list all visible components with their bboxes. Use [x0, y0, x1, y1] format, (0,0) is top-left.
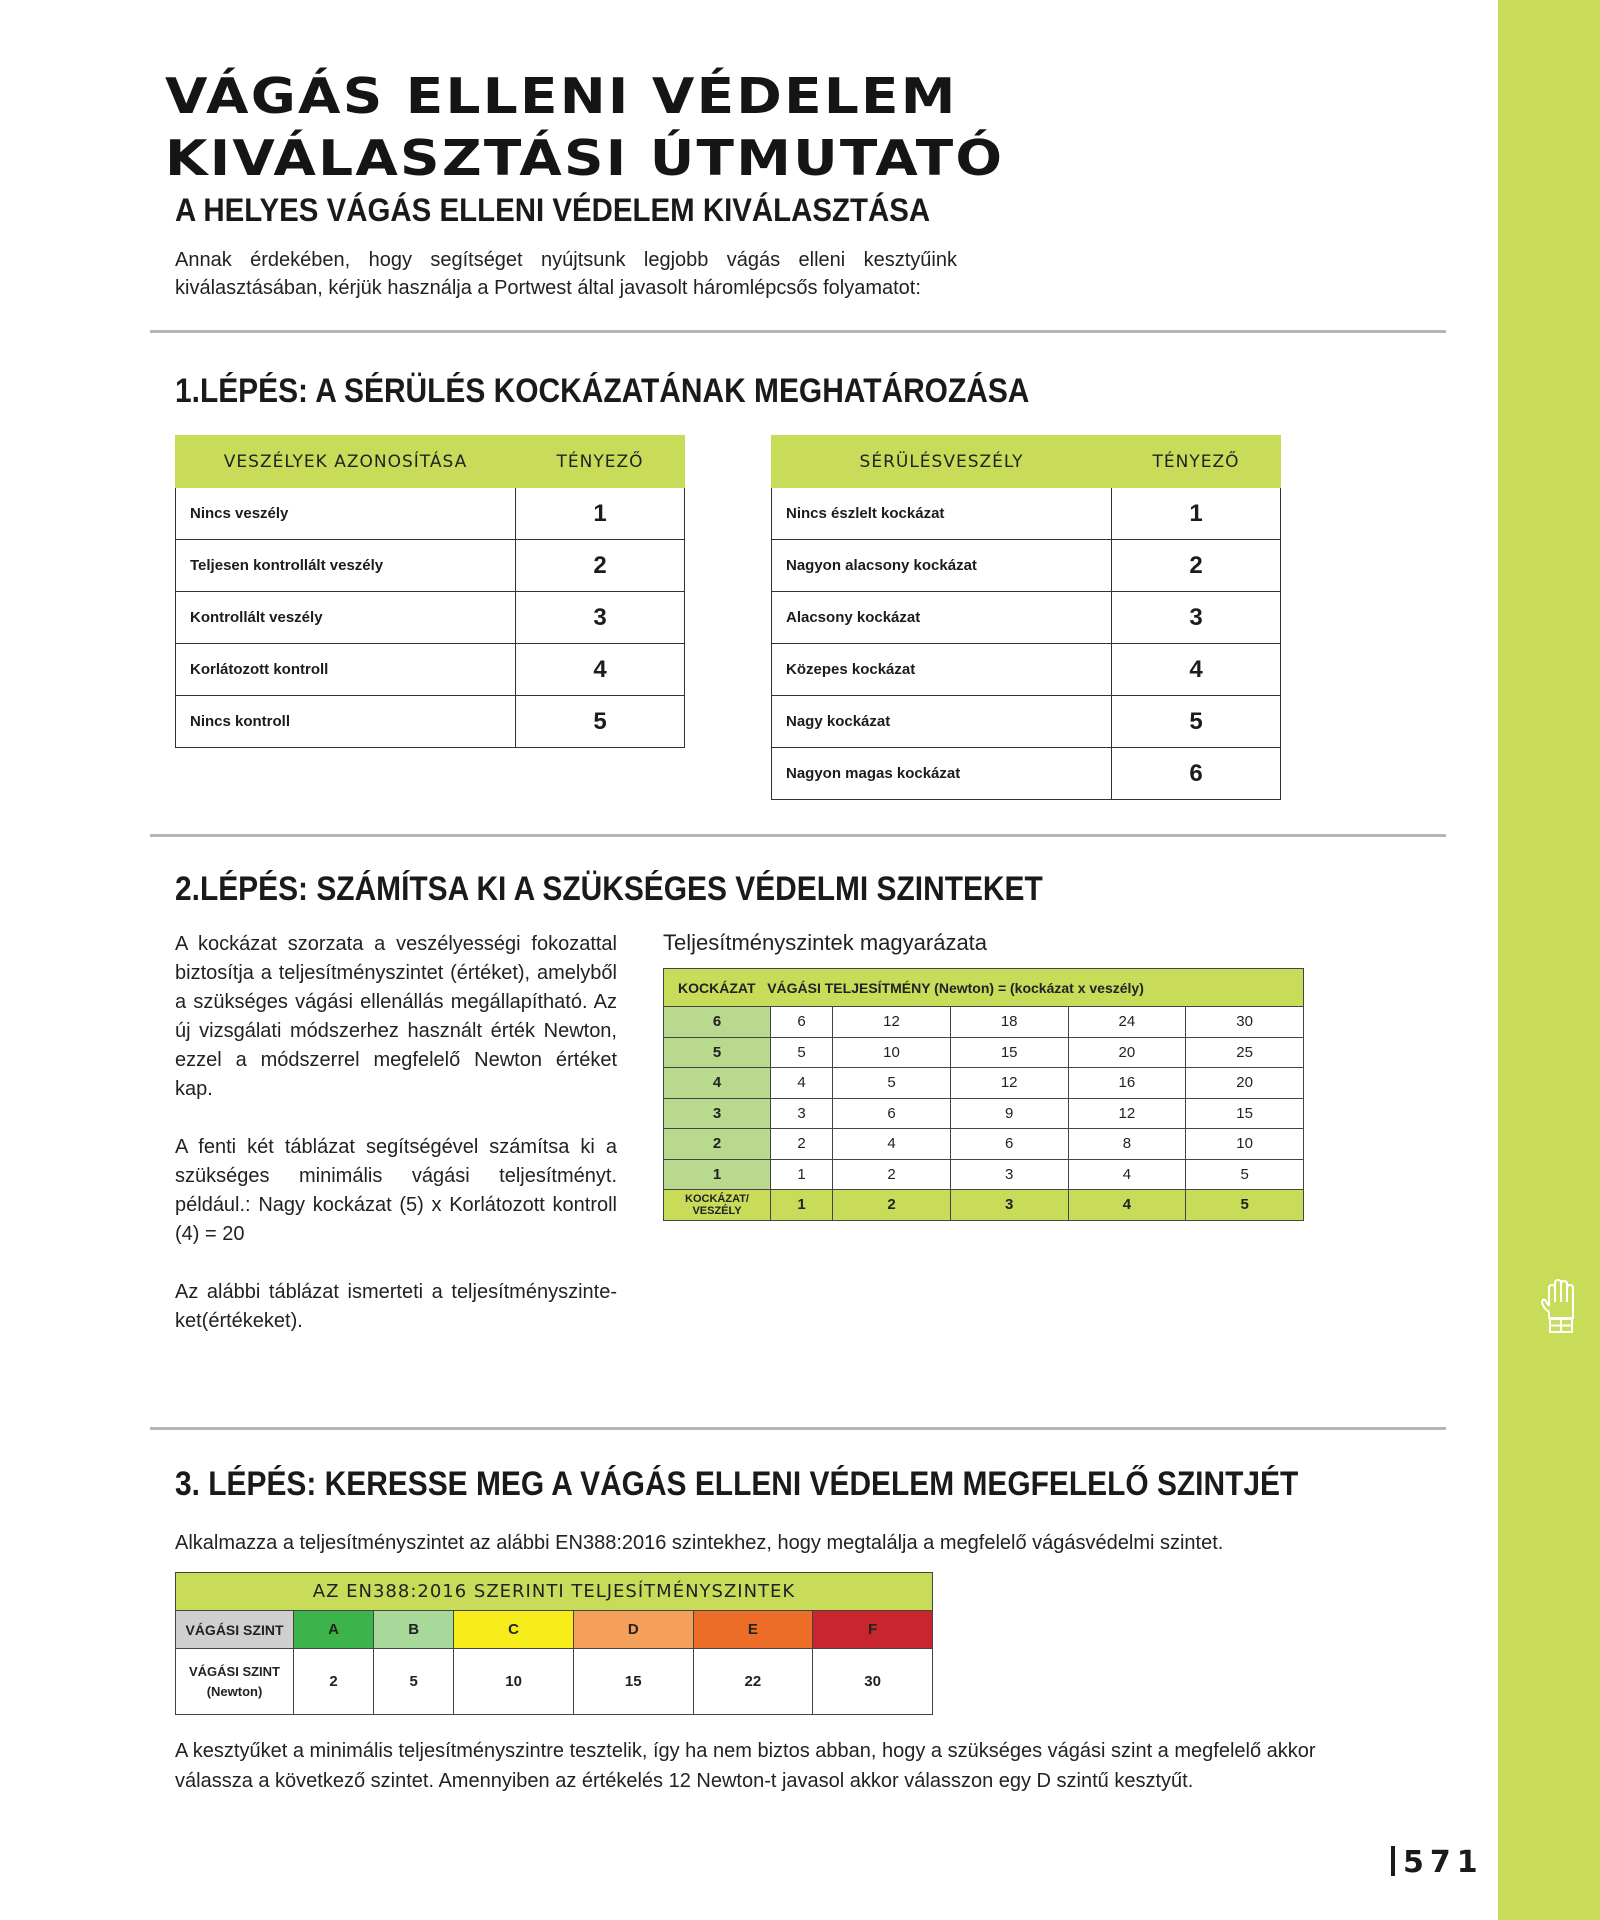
newton-cell: 5	[374, 1649, 454, 1715]
risk-factor: 5	[1112, 696, 1281, 748]
hazard-factor: 5	[516, 696, 685, 748]
value-cell: 5	[771, 1037, 833, 1068]
table-row	[772, 748, 1281, 800]
step2-paragraph-3: Az alábbi táblázat ismerteti a teljesítményszinte-ket(értékeket).	[175, 1281, 617, 1332]
risk-cell: 4	[664, 1068, 771, 1099]
newton-row-label-line-1: VÁGÁSI SZINT	[188, 1663, 280, 1679]
hazard-factor: 1	[516, 488, 685, 540]
value-cell: 2	[833, 1159, 951, 1190]
divider	[150, 834, 1446, 837]
table-row	[176, 696, 685, 748]
risk-factor: 4	[1112, 644, 1281, 696]
step2-paragraph-1: A kockázat szorzata a veszélyességi fokozattal biztosítja a teljesítményszintet (értéket), amelyből a szükséges vágási ellenállás megállapítható. Az új vizsgálati módszerhez használt érték Newton, ezzel a módszerrel megfelelő Newton értéket kap.	[175, 933, 617, 1100]
hazard-label: Nincs veszély	[176, 488, 516, 540]
page-subtitle: A HELYES VÁGÁS ELLENI VÉDELEM KIVÁLASZTÁSA	[175, 192, 931, 228]
closing-text: A kesztyűket a minimális teljesítményszintre tesztelik, így ha nem biztos abban, hogy a szükséges vágási szint a megfelelő akkor válassza a következő szintet. Amennyiben az értékelés 12 Newton-t javasol akkor válasszon egy D szintű kesztyűt.	[175, 1740, 1316, 1792]
hazard-label: Teljesen kontrollált veszély	[176, 540, 516, 592]
value-cell: 5	[833, 1068, 951, 1099]
table-row	[664, 1129, 1304, 1160]
value-cell: 20	[1186, 1068, 1304, 1099]
table-row	[176, 592, 685, 644]
value-cell: 16	[1068, 1068, 1186, 1099]
hazard-cell: 5	[1186, 1190, 1304, 1221]
table-row	[772, 696, 1281, 748]
newton-row	[176, 1649, 933, 1715]
matrix-header-right: VÁGÁSI TELJESÍTMÉNY (Newton) = (kockázat x veszély)	[767, 979, 1144, 996]
risk-factor: 3	[1112, 592, 1281, 644]
value-cell: 25	[1186, 1037, 1304, 1068]
newton-cell: 15	[573, 1649, 693, 1715]
hazard-label: Kontrollált veszély	[176, 592, 516, 644]
footer-label-line-1: KOCKÁZAT/	[685, 1192, 749, 1205]
step3-title: 3. LÉPÉS: KERESSE MEG A VÁGÁS ELLENI VÉDELEM MEGFELELŐ SZINTJÉT	[175, 1465, 1299, 1503]
level-cell-d: D	[573, 1611, 693, 1649]
value-cell: 3	[771, 1098, 833, 1129]
table-row	[176, 488, 685, 540]
value-cell: 2	[771, 1129, 833, 1160]
table-row	[664, 1159, 1304, 1190]
risk-cell: 3	[664, 1098, 771, 1129]
value-cell: 20	[1068, 1037, 1186, 1068]
side-accent-bar	[1498, 0, 1600, 1920]
value-cell: 3	[950, 1159, 1068, 1190]
matrix-header	[664, 969, 1304, 1007]
value-cell: 12	[1068, 1098, 1186, 1129]
risk-table	[771, 435, 1281, 800]
value-cell: 1	[771, 1159, 833, 1190]
hazard-label: Korlátozott kontroll	[176, 644, 516, 696]
page-title	[165, 66, 1004, 190]
title-line-1: VÁGÁS ELLENI VÉDELEM	[165, 68, 958, 125]
level-cell-c: C	[454, 1611, 574, 1649]
table-row	[772, 644, 1281, 696]
value-cell: 30	[1186, 1007, 1304, 1038]
page-number-value: 571	[1403, 1845, 1484, 1880]
value-cell: 5	[1186, 1159, 1304, 1190]
value-cell: 9	[950, 1098, 1068, 1129]
matrix-header-left: KOCKÁZAT	[678, 979, 756, 996]
risk-label: Nincs észlelt kockázat	[772, 488, 1112, 540]
newton-row-label	[176, 1649, 294, 1715]
risk-label: Alacsony kockázat	[772, 592, 1112, 644]
hazard-cell: 2	[833, 1190, 951, 1221]
table-row	[772, 488, 1281, 540]
newton-cell: 22	[693, 1649, 813, 1715]
value-cell: 15	[950, 1037, 1068, 1068]
table-row	[664, 1037, 1304, 1068]
risk-label: Nagyon alacsony kockázat	[772, 540, 1112, 592]
table-row	[772, 592, 1281, 644]
table-row	[176, 540, 685, 592]
hazard-factor: 3	[516, 592, 685, 644]
level-row	[176, 1611, 933, 1649]
risk-label: Nagy kockázat	[772, 696, 1112, 748]
risk-table-header-factor: TÉNYEZŐ	[1112, 436, 1281, 488]
title-line-2: KIVÁLASZTÁSI ÚTMUTATÓ	[165, 130, 1005, 187]
value-cell: 6	[771, 1007, 833, 1038]
level-cell-a: A	[294, 1611, 374, 1649]
table-row	[664, 1098, 1304, 1129]
newton-cell: 10	[454, 1649, 574, 1715]
hazard-cell: 1	[771, 1190, 833, 1221]
risk-label: Közepes kockázat	[772, 644, 1112, 696]
step2-text	[175, 930, 617, 1365]
risk-factor: 6	[1112, 748, 1281, 800]
value-cell: 4	[771, 1068, 833, 1099]
hazard-table-header-factor: TÉNYEZŐ	[516, 436, 685, 488]
value-cell: 6	[833, 1098, 951, 1129]
risk-table-header-label: SÉRÜLÉSVESZÉLY	[772, 436, 1112, 488]
divider	[150, 330, 1446, 333]
risk-factor: 1	[1112, 488, 1281, 540]
step1-title: 1.LÉPÉS: A SÉRÜLÉS KOCKÁZATÁNAK MEGHATÁROZÁSA	[175, 372, 1030, 410]
step2-paragraph-2: A fenti két táblázat segítségével számítsa ki a szükséges minimális vágási teljesítményt. például.: Nagy kockázat (5) x Korlátozott kontroll (4) = 20	[175, 1136, 617, 1245]
hazard-table	[175, 435, 685, 748]
table-row	[176, 644, 685, 696]
value-cell: 12	[950, 1068, 1068, 1099]
performance-caption: Teljesítményszintek magyarázata	[663, 930, 988, 955]
hazard-label: Nincs kontroll	[176, 696, 516, 748]
newton-cell: 2	[294, 1649, 374, 1715]
level-cell-f: F	[813, 1611, 933, 1649]
page-number-bar	[1391, 1846, 1395, 1876]
risk-cell: 1	[664, 1159, 771, 1190]
value-cell: 10	[833, 1037, 951, 1068]
value-cell: 8	[1068, 1129, 1186, 1160]
newton-cell: 30	[813, 1649, 933, 1715]
value-cell: 12	[833, 1007, 951, 1038]
table-footer-row	[664, 1190, 1304, 1221]
levels-table-caption: AZ EN388:2016 SZERINTI TELJESÍTMÉNYSZINTEK	[176, 1573, 933, 1611]
value-cell: 4	[1068, 1159, 1186, 1190]
intro-text: Annak érdekében, hogy segítséget nyújtsunk legjobb vágás elleni kesztyűink kiválasztásában, kérjük használja a Portwest által javasolt háromlépcsős folyamatot:	[175, 249, 957, 299]
divider	[150, 1427, 1446, 1430]
value-cell: 15	[1186, 1098, 1304, 1129]
glove-icon	[1540, 1278, 1580, 1334]
hazard-factor: 4	[516, 644, 685, 696]
hazard-cell: 4	[1068, 1190, 1186, 1221]
hazard-table-header-label: VESZÉLYEK AZONOSÍTÁSA	[176, 436, 516, 488]
risk-cell: 5	[664, 1037, 771, 1068]
newton-row-label-line-2: (Newton)	[206, 1683, 263, 1699]
performance-matrix	[663, 968, 1304, 1221]
level-cell-b: B	[374, 1611, 454, 1649]
table-row	[772, 540, 1281, 592]
risk-cell: 2	[664, 1129, 771, 1160]
value-cell: 18	[950, 1007, 1068, 1038]
table-row	[664, 1068, 1304, 1099]
value-cell: 24	[1068, 1007, 1186, 1038]
en388-levels-table	[175, 1572, 933, 1715]
page-number	[1391, 1845, 1484, 1880]
risk-cell: 6	[664, 1007, 771, 1038]
level-row-label: VÁGÁSI SZINT	[176, 1611, 294, 1649]
value-cell: 10	[1186, 1129, 1304, 1160]
step2-title: 2.LÉPÉS: SZÁMÍTSA KI A SZÜKSÉGES VÉDELMI SZINTEKET	[175, 870, 1043, 908]
hazard-cell: 3	[950, 1190, 1068, 1221]
footer-label	[664, 1190, 771, 1221]
table-row	[664, 1007, 1304, 1038]
risk-factor: 2	[1112, 540, 1281, 592]
risk-label: Nagyon magas kockázat	[772, 748, 1112, 800]
level-cell-e: E	[693, 1611, 813, 1649]
step3-intro: Alkalmazza a teljesítményszintet az alábbi EN388:2016 szintekhez, hogy megtalálja a megfelelő vágásvédelmi szintet.	[175, 1532, 1224, 1554]
hazard-factor: 2	[516, 540, 685, 592]
footer-label-line-2: VESZÉLY	[692, 1204, 742, 1217]
value-cell: 4	[833, 1129, 951, 1160]
value-cell: 6	[950, 1129, 1068, 1160]
